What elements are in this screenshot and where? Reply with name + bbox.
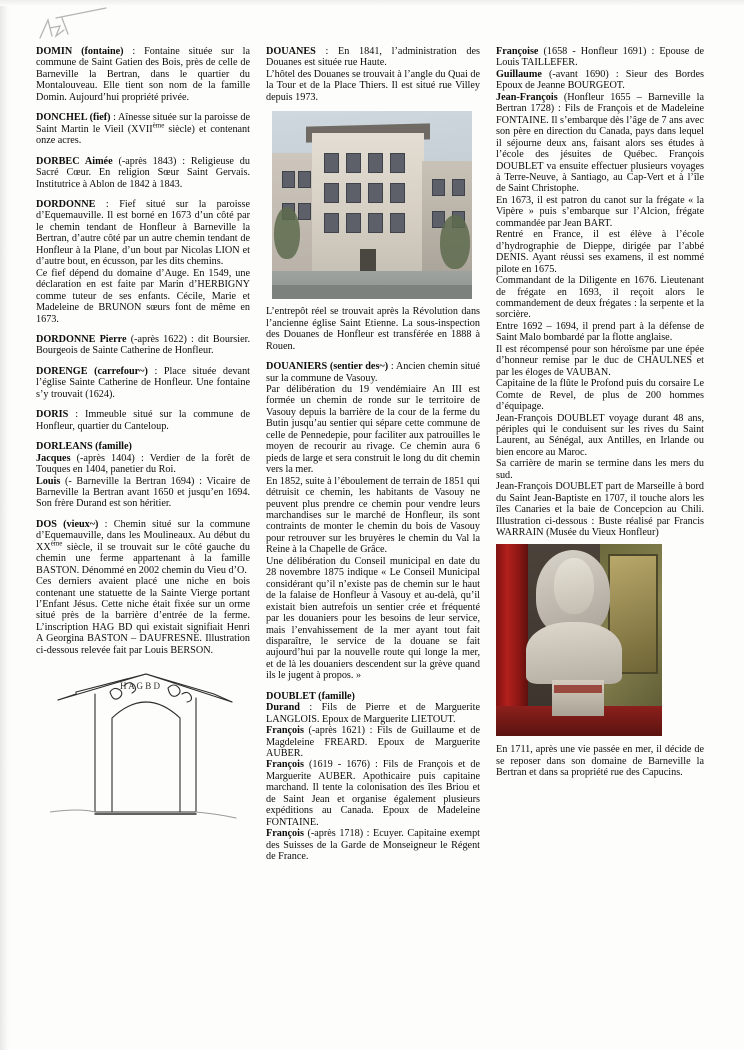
- photo-window: [346, 153, 361, 173]
- photo-window: [282, 171, 295, 188]
- member-name: Jean-François: [496, 91, 558, 103]
- photo-road: [272, 285, 472, 299]
- photo-window: [324, 153, 339, 173]
- entry-doublet-member-francois-1: [266, 725, 480, 759]
- entry-doris: [36, 409, 250, 432]
- doublet-bust-photo: [496, 544, 662, 736]
- entry-term: DORDONNE: [36, 198, 96, 210]
- photo-window: [368, 213, 383, 233]
- jf-paragraph-3: Commandant de la Diligente en 1676. Lieutenant de frégate en 1693, il reçoit alors le commandement de deux frégates : la serpente et la sorcière.: [496, 275, 704, 321]
- photo-window: [346, 183, 361, 203]
- member-text: (1619 - 1676) : Fils de François et de Marguerite AUBER. Apothicaire puis capitaine marchand. Il tente la colonisation des îles Briou et de Saint Jean et organise également plusieurs expéditions au Canada. Epoux de Madeleine FONTAINE.: [266, 759, 480, 828]
- bust-torso: [526, 622, 622, 684]
- member-text: (-après 1404) : Verdier de la forêt de Touques en 1404, panetier du Roi.: [36, 452, 250, 476]
- entry-douanes-after-photo: L’entrepôt réel se trouvait après la Révolution dans l’ancienne église Saint Etienne. La sous-inspection des Douanes de Honfleur est transférée en 1888 à Rouen.: [266, 306, 480, 352]
- bust-plinth-inscription: [554, 685, 602, 693]
- entry-body: : Chemin situé sur la commune d’Equemauville, dans les Moulineaux. Au début du XX: [36, 518, 250, 553]
- entry-term: DORBEC Aimée: [36, 155, 113, 167]
- photo-window: [390, 213, 405, 233]
- entry-donchel-fief: [36, 112, 250, 146]
- photo-window: [432, 179, 445, 196]
- photo-window: [324, 183, 339, 203]
- entry-doublet-member-francois-2: [266, 759, 480, 828]
- drawing-inscription: H A G B D: [120, 681, 161, 692]
- entry-term: DOS (vieux~): [36, 518, 99, 530]
- bust-face: [554, 558, 594, 614]
- member-name: Françoise: [496, 46, 539, 57]
- jf-paragraph-5: Il est récompensé pour son héroïsme par une épée d’honneur remise par le duc de CHAULNES et par les éloges de VAUBAN.: [496, 343, 704, 378]
- photo-tree: [274, 207, 300, 259]
- entry-term: DORDONNE Pierre: [36, 333, 127, 345]
- entry-doublet-famille: [266, 691, 480, 702]
- entry-body: : Place située devant l’église Sainte Catherine de Honfleur. Une fontaine s’y trouvait (1624).: [36, 365, 251, 400]
- jf-paragraph-1: En 1673, il est patron du canot sur la frégate « la Vipère » puis s’embarque sur l’Alcion, frégate commandée par Jean BART.: [496, 194, 704, 229]
- photo-window: [298, 171, 311, 188]
- photo-window: [298, 203, 311, 220]
- entry-dorenge-carrefour: [36, 366, 250, 400]
- entry-term: DORENGE (carrefour~): [36, 365, 148, 377]
- entry-body: : Ancien chemin situé sur la commune de Vasouy.: [266, 361, 480, 384]
- entry-doublet-member-francoise: [496, 46, 704, 69]
- entry-superscript: ème: [50, 539, 63, 548]
- entry-body: : Fontaine située sur la commune de Saint Gatien des Bois, près de celle de Barneville la Bertran, dans le quartier du Montalouveau. Elle tient son nom de la famille Domin. Aujourd’hui propriété privée.: [36, 46, 250, 103]
- entry-term: DOUANIERS (sentier des~): [266, 361, 389, 373]
- paper-edge-left: [0, 0, 10, 1050]
- entry-douaniers-para3: En 1852, suite à l’éboulement de terrain de 1851 qui détruisit ce chemin, les habitants de Vasouy ne peuvent plus prendre ce chemin pour vendre leurs marchandises sur le marché de Honfleur, ils sont contraints de monter le chemin du bois de Vasouy pour retrouver sur les bruyères le chemin du Val la Reine à la Chapelle de Grâce.: [266, 475, 480, 556]
- jf-paragraph-4: Entre 1692 – 1694, il prend part à la défense de Saint Malo bombardé par la flotte anglaise.: [496, 320, 704, 344]
- member-name: Durand: [266, 702, 300, 714]
- jf-paragraph-2: Rentré en France, il est élève à l’école d’hydrographie de Dieppe, dirigée par l’abbé DENIS. Ayant réussi ses examens, il est nommé pilote en 1675.: [496, 229, 704, 275]
- member-name: François: [266, 828, 304, 840]
- entry-term: DOUBLET (famille): [266, 690, 355, 702]
- entry-domin-fontaine: [36, 46, 250, 103]
- entry-term: DOMIN (fontaine): [36, 46, 124, 57]
- handwritten-page-number: [34, 6, 114, 46]
- niche-drawing-svg: [50, 672, 250, 830]
- photo-window: [390, 183, 405, 203]
- entry-dordonne: [36, 199, 250, 268]
- entry-dordonne-pierre: [36, 334, 250, 357]
- photo-window: [390, 153, 405, 173]
- photo-window: [452, 179, 465, 196]
- member-name: François: [266, 759, 304, 771]
- member-text: (1658 - Honfleur 1691) : Epouse de Louis TAILLEFER.: [496, 46, 704, 69]
- entry-dorleans-member-louis: [36, 476, 250, 510]
- entry-douanes-para2: L’hôtel des Douanes se trouvait à l’angle du Quai de la Tour et de la Place Thiers. Il est situé rue Villey depuis 1973.: [266, 68, 480, 103]
- entry-superscript: ème: [152, 121, 165, 130]
- entry-term: DONCHEL (fief): [36, 112, 111, 124]
- entry-body: (-après 1843) : Religieuse du Sacré Cœur. En religion Sœur Saint Gervais. Institutrice à Ablon de 1842 à 1843.: [36, 155, 250, 190]
- entry-term: DOUANES: [266, 46, 316, 57]
- column-1: [36, 46, 250, 1031]
- text-columns: [36, 46, 710, 1031]
- entry-douaniers-para4: Une délibération du Conseil municipal en date du 28 novembre 1875 indique « Le Conseil Municipal considérant qu’il n’existe pas de chemin sur le haut de la falaise de Honfleur à Vasouy et au-delà, qu’il existait bien autrefois un sentier crée et fréquenté par les douaniers pour les besoins de leur service, mais l’envahissement de la mer ayant tout fait disparaître, le service de la douane se fait aujourd’hui par la nouvelle route qui longe la mer, et de là les douaniers descendent sur la grève quand ils le jugent à propos. »: [266, 555, 480, 682]
- member-text: (-après 1718) : Ecuyer. Capitaine exempt des Suisses de la Garde de Monseigneur le Régent de France.: [266, 828, 480, 863]
- entry-body: : Fief situé sur la paroisse d’Equemauville. Il est borné en 1673 d’un côté par le chemin tendant de Honfleur à Barneville la Bertran, d’autre côté par un autre chemin tendant de Honfleur à la Plane, d’un bout par Nicolas LION et d’autre bout, en écusson, par les dits chemins.: [36, 198, 250, 268]
- entry-term: DORLEANS (famille): [36, 441, 132, 453]
- jf-paragraph-8: Sa carrière de marin se termine dans les mers du sud.: [496, 458, 704, 481]
- entry-dordonne-para2: Ce fief dépend du domaine d’Auge. En 1549, une déclaration en est faite par Marin d’HERBIGNY comme tuteur de ses enfants. Cécile, Marie et Madeleine de BRUNON sœurs font de même en 1673.: [36, 267, 250, 325]
- jf-paragraph-6: Capitaine de la flûte le Profond puis du corsaire Le Comte de Revel, de plus de 200 hommes d’équipage.: [496, 378, 704, 413]
- entry-term: DORIS: [36, 409, 69, 421]
- jf-after-photo-paragraph: En 1711, après une vie passée en mer, il décide de se reposer dans son domaine de Barneville la Bertran et dans sa propriété rue des Capucins.: [496, 744, 704, 779]
- member-name: François: [266, 725, 304, 737]
- member-name: Louis: [36, 475, 61, 487]
- photo-window: [368, 183, 383, 203]
- entry-doublet-member-jean-francois: [496, 92, 704, 195]
- member-text: : Fils de Pierre et de Marguerite LANGLOIS. Epoux de Marguerite LIETOUT.: [266, 702, 480, 725]
- member-text: (Honfleur 1655 – Barneville la Bertran 1728) : Fils de François et de Madeleine FONTAINE. Il s’embarque dès l’âge de 7 ans avec son père en direction du Canada, pays dans lequel il séjourne deux ans, faisant alors ses études à l’école des jésuites de Québec. François DOUBLET va ensuite effectuer plusieurs voyages à Terre-Neuve, à Santiago, au Cap-Vert et à l’île de Saint Christophe.: [496, 91, 704, 195]
- jf-paragraph-9: Jean-François DOUBLET part de Marseille à bord du Saint Jean-Baptiste en 1707, il touche alors les îles Canaries et la baie de Concepcion au Chili. Illustration ci-dessous : Buste réalisé par Francis WARRAIN (Musée du Vieux Honfleur): [496, 481, 704, 539]
- entry-dorleans-member-jacques: [36, 453, 250, 476]
- entry-body-cont: siècle, il se trouvait sur le côté gauche du chemin une ferme appartenant à la famille BASTON. Dénommé en 2002 chemin du Vieu d’O.: [36, 541, 250, 576]
- entry-douanes: [266, 46, 480, 69]
- photo-window: [346, 213, 361, 233]
- member-text: (-après 1621) : Fils de Guillaume et de Magdeleine FREARD. Epoux de Marguerite AUBER.: [266, 725, 480, 760]
- entry-doublet-member-durand: [266, 702, 480, 725]
- member-text: (-avant 1690) : Sieur des Bordes Epoux de Jeanne BOURGEOT.: [496, 68, 704, 92]
- entry-body: : Immeuble situé sur la commune de Honfleur, quartier du Canteloup.: [36, 409, 250, 432]
- entry-doublet-member-francois-3: [266, 828, 480, 862]
- entry-body: (-après 1622) : dit Boursier. Bourgeois de Sainte Catherine de Honfleur.: [36, 333, 251, 357]
- entry-douaniers-sentier: [266, 361, 480, 384]
- member-text: (- Barneville la Bertran 1694) : Vicaire de Barneville la Bertran avant 1650 et jusqu’en 1694. Son frère Durand est son héritier.: [36, 475, 250, 510]
- entry-body: : Aînesse située sur la paroisse de Saint Martin le Vieil (XVII: [36, 112, 250, 135]
- photo-window: [368, 153, 383, 173]
- column-2: [266, 46, 480, 1031]
- member-name: Guillaume: [496, 68, 542, 80]
- entry-dos-vieux: [36, 519, 250, 576]
- entry-body: : En 1841, l’administration des Douanes est située rue Haute.: [266, 46, 480, 69]
- entry-douaniers-para2: Par délibération du 19 vendémiaire An III est formée un chemin de ronde sur le territoire de Vasouy depuis la barrière de la cour de la ferme du Butin jusqu’au sentier qui sépare cette commune de celle de Pennedepie, pour faciliter aux patrouilles le moyen de recourir au rivage. Ce chemin aura 6 pieds de large et sera construit le long du dit chemin vers la mer.: [266, 383, 480, 476]
- entry-doublet-member-guillaume: [496, 69, 704, 92]
- niche-line-drawing: [50, 672, 250, 830]
- customs-house-photo: [272, 111, 472, 299]
- entry-dorleans-famille: [36, 441, 250, 452]
- photo-tree: [440, 215, 470, 269]
- column-3: [496, 46, 704, 1031]
- photo-window: [324, 213, 339, 233]
- entry-dorbec-aimee: [36, 156, 250, 190]
- member-name: Jacques: [36, 452, 71, 464]
- jf-paragraph-7: Jean-François DOUBLET voyage durant 48 ans, périples qui le conduisent sur les rives du Saint Laurent, au Sénégal, aux Antilles, en Irlande ou bien encore au Maroc.: [496, 412, 704, 458]
- entry-body-cont: siècle) et contenant onze acres.: [36, 123, 250, 147]
- entry-dos-vieux-para2: Ces derniers avaient placé une niche en bois contenant une statuette de la Sainte Vierge portant l’Enfant Jésus. Cette niche était fixée sur un orme situé près de la barrière d’entrée de la ferme. L’inscription HAG BD qui existait signifiait Henri A Georgina BASTON – DAUFRESNE. Illustration ci-dessous relevée fait par Louis BERSON.: [36, 576, 250, 656]
